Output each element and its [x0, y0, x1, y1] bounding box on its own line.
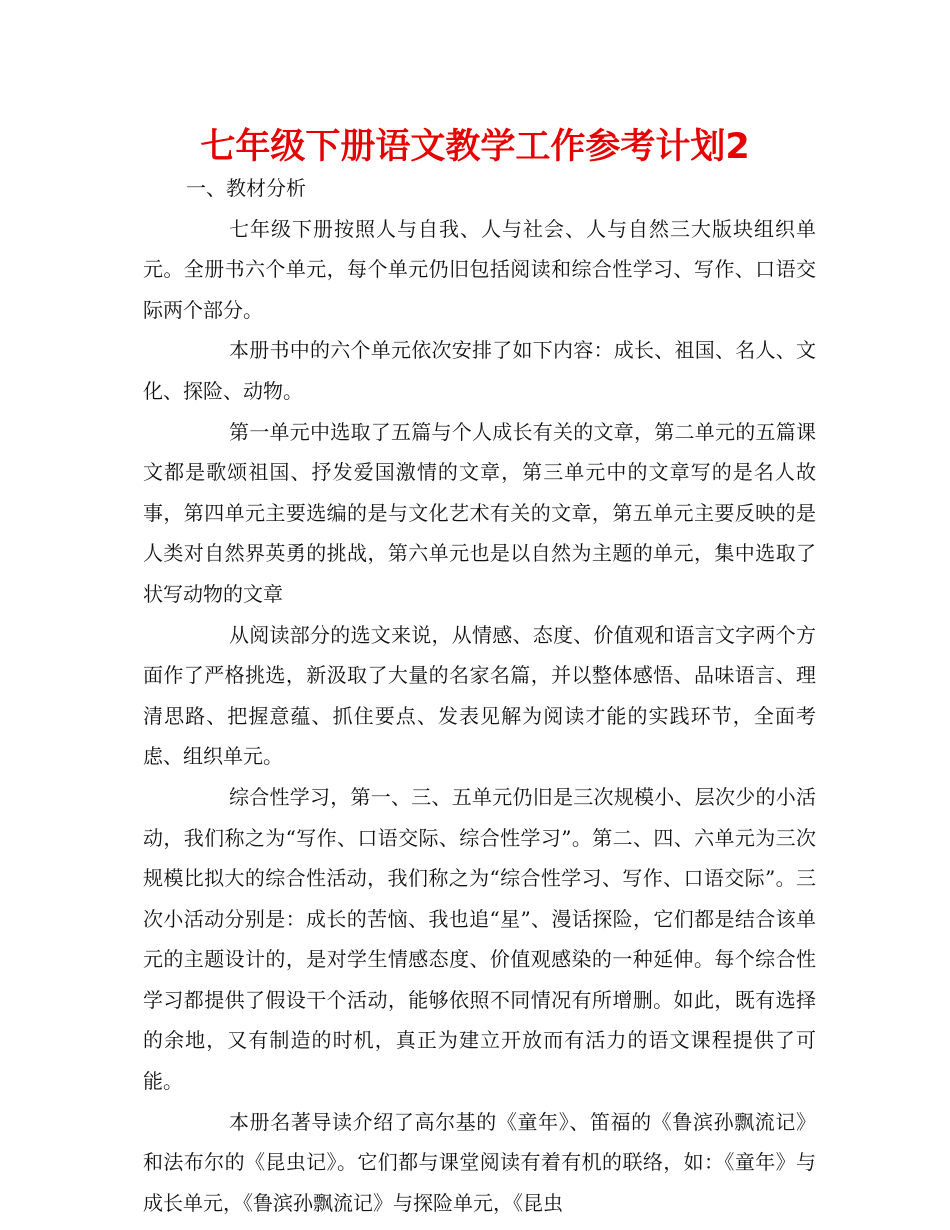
paragraph-5: 综合性学习，第一、三、五单元仍旧是三次规模小、层次少的小活动，我们称之为“写作、口语交际、综合性学习”。第二、四、六单元为三次规模比拟大的综合性活动，我们称之为“综合性学习、写作、口语交际”。三次小活动分别是：成长的苦恼、我也追“星”、漫话探险，它们都是结合该单元的主题设计的，是对学生情感态度、价值观感染的一种延伸。每个综合性学习都提供了假设干个活动，能够依照不同情况有所增删。如此，既有选择的余地，又有制造的时机，真正为建立开放而有活力的语文课程提供了可能。: [143, 784, 816, 1094]
document-title: 七年级下册语文教学工作参考计划2: [200, 127, 750, 167]
paragraph-4: 从阅读部分的选文来说，从情感、态度、价值观和语言文字两个方面作了严格挑选，新汲取了大量的名家名篇，并以整体感悟、品味语言、理清思路、把握意蕴、抓住要点、发表见解为阅读才能的实践环节，全面考虑、组织单元。: [143, 622, 816, 769]
paragraph-1: 七年级下册按照人与自我、人与社会、人与自然三大版块组织单元。全册书六个单元，每个单元仍旧包括阅读和综合性学习、写作、口语交际两个部分。: [143, 216, 816, 322]
paragraph-3: 第一单元中选取了五篇与个人成长有关的文章，第二单元的五篇课文都是歌颂祖国、抒发爱国激情的文章，第三单元中的文章写的是名人故事，第四单元主要选编的是与文化艺术有关的文章，第五单元主要反映的是人类对自然界英勇的挑战，第六单元也是以自然为主题的单元，集中选取了状写动物的文章: [143, 419, 816, 606]
document-body: [143, 168, 816, 1223]
section-heading: 一、教材分析: [186, 176, 306, 200]
paragraph-6: 本册名著导读介绍了高尔基的《童年》、笛福的《鲁滨孙飘流记》和法布尔的《昆虫记》。它们都与课堂阅读有着有机的联络，如：《童年》与成长单元，《鲁滨孙飘流记》与探险单元，《昆虫: [143, 1109, 816, 1215]
paragraph-2: 本册书中的六个单元依次安排了如下内容：成长、祖国、名人、文化、探险、动物。: [143, 338, 816, 403]
